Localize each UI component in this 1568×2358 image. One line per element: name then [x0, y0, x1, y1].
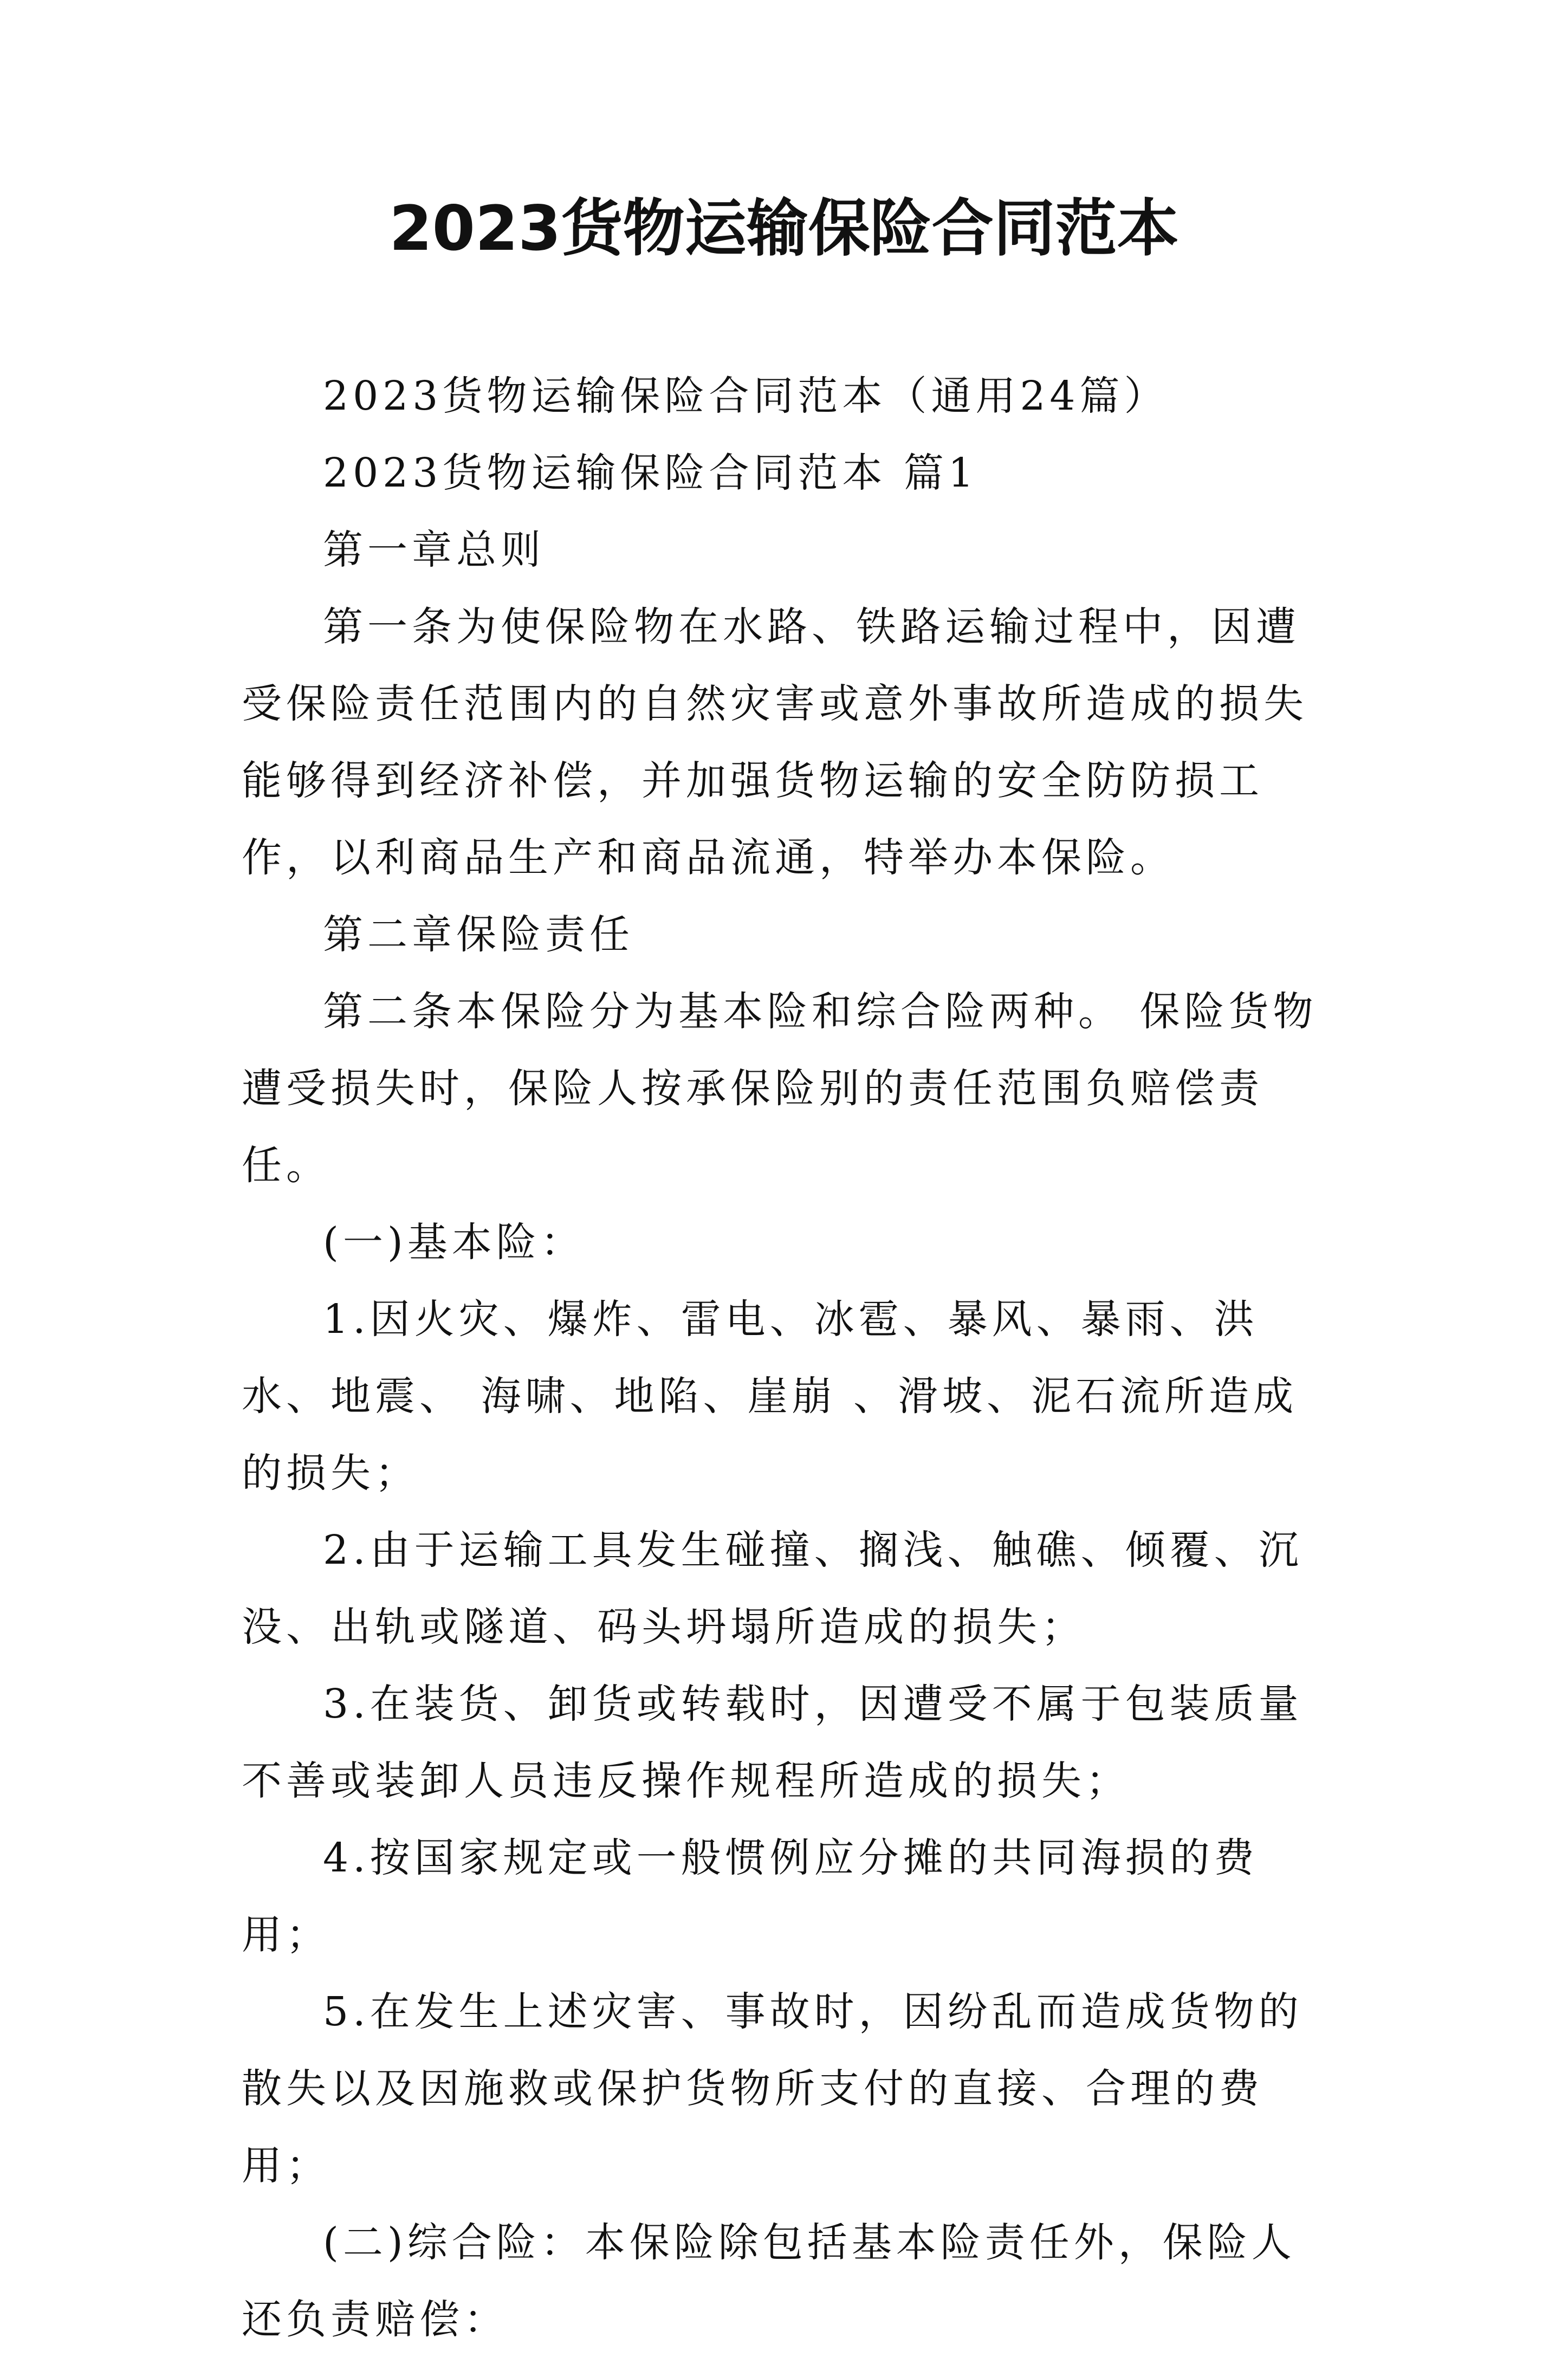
paragraph: 第二条本保险分为基本险和综合险两种。 保险货物遭受损失时，保险人按承保险别的责任范围负赔偿责任。 [242, 988, 1318, 1189]
list-item: 3.在装货、卸货或转载时，因遭受不属于包装质量不善或装卸人员违反操作规程所造成的损失； [242, 1681, 1303, 1804]
list-item: 1.因火灾、爆炸、雷电、冰雹、暴风、暴雨、洪水、地震、 海啸、地陷、崖崩 、滑坡、泥石流所造成的损失； [242, 1296, 1298, 1497]
list-item: 2.由于运输工具发生碰撞、搁浅、触礁、倾覆、沉没、出轨或隧道、码头坍塌所造成的损失； [242, 1527, 1303, 1650]
paragraph: (二)综合险：本保险除包括基本险责任外，保险人还负责赔偿： [242, 2219, 1296, 2343]
paragraph: 2023货物运输保险合同范本（通用24篇） [323, 373, 1169, 419]
list-item: 4.按国家规定或一般惯例应分摊的共同海损的费用； [242, 1835, 1259, 1958]
list-item: 5.在发生上述灾害、事故时，因纷乱而造成货物的散失以及因施救或保护货物所支付的直接、合理的费用； [242, 1988, 1303, 2189]
document-title: 2023货物运输保险合同范本 [389, 192, 1179, 264]
document-body [242, 358, 1331, 2358]
paragraph: (一)基本险： [323, 1219, 585, 1266]
paragraph: 2023货物运输保险合同范本 篇1 [323, 450, 978, 496]
paragraph: 第一条为使保险物在水路、铁路运输过程中，因遭受保险责任范围内的自然灾害或意外事故所造成的损失能够得到经济补偿，并加强货物运输的安全防防损工作，以利商品生产和商品流通，特举办本保险。 [242, 604, 1308, 881]
chapter-heading: 第一章总则 [323, 527, 545, 573]
chapter-heading: 第二章保险责任 [323, 911, 634, 958]
